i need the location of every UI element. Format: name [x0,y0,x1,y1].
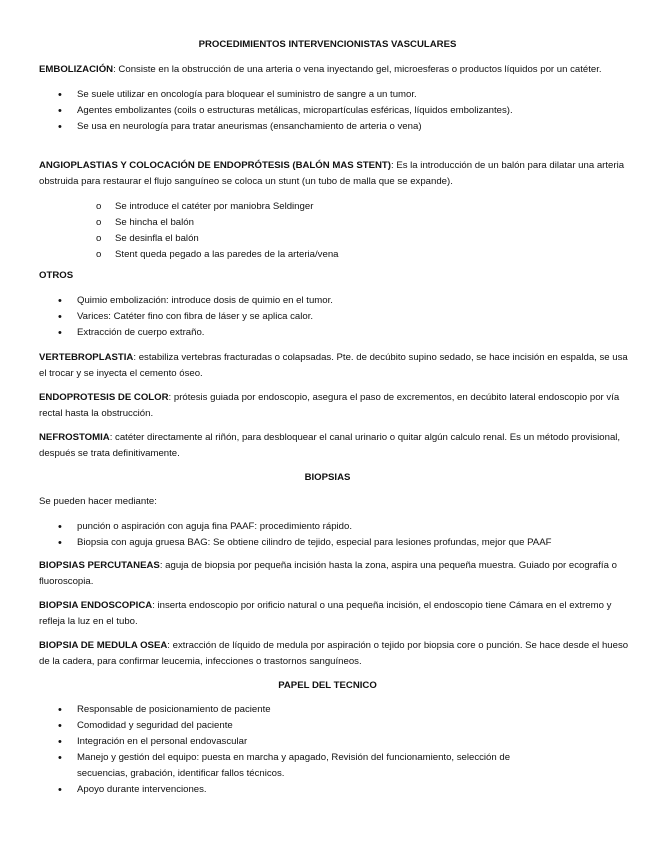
vertebroplastia-text: : estabiliza vertebras fracturadas o colapsadas. Pte. de decúbito supino sedado, se hace incisión en espalda, se usa el trocar y se inyecta el cemento óseo. [39,352,628,379]
percutaneas-text: : aguja de biopsia por pequeña incisión hasta la zona, aspira una pequeña muestra. Guiado por ecografía o fluoroscopia. [39,560,617,587]
list-item: • Extracción de cuerpo extraño. [0,325,655,341]
list-item: • Comodidad y seguridad del paciente [0,718,615,734]
document-title: PROCEDIMIENTOS INTERVENCIONISTAS VASCULARES [198,39,457,50]
section-otros [0,268,655,341]
list-item: • Responsable de posicionamiento de paciente [0,702,615,718]
vertebroplastia-term: VERTEBROPLASTIA [39,352,134,363]
section-endoprotesis [0,390,655,422]
list-item: • Quimio embolización: introduce dosis de quimio en el tumor. [0,293,655,309]
nefrostomia-term: NEFROSTOMIA [39,432,110,443]
angioplastia-steps [0,199,655,263]
embolizacion-term: EMBOLIZACIÓN [39,64,114,75]
section-embolizacion [0,62,655,135]
list-item: • Biopsia con aguja gruesa BAG: Se obtiene cilindro de tejido, especial para lesiones profundas, mejor que PAAF [0,535,655,551]
angioplastia-term: ANGIOPLASTIAS Y COLOCACIÓN DE ENDOPRÓTESIS (BALÓN MAS STENT) [39,160,391,171]
list-item: o Stent queda pegado a las paredes de la arteria/vena [0,247,655,263]
section-vertebroplastia [0,350,655,382]
medula-term: BIOPSIA DE MEDULA OSEA [39,640,168,651]
percutaneas-term: BIOPSIAS PERCUTANEAS [39,560,160,571]
tecnico-heading: PAPEL DEL TECNICO [278,680,377,691]
list-item: • Se usa en neurología para tratar aneurismas (ensanchamiento de arteria o vena) [0,119,655,135]
embolizacion-text: : Consiste en la obstrucción de una arteria o vena inyectando gel, microesferas o productos líquidos por un catéter. [113,64,602,75]
biopsias-heading: BIOPSIAS [304,472,351,483]
biopsias-intro: Se pueden hacer mediante: [39,496,157,507]
list-item: • Apoyo durante intervenciones. [0,782,615,798]
section-biopsias [0,494,655,551]
section-tecnico [0,702,655,798]
otros-list [0,293,655,341]
list-item: o Se introduce el catéter por maniobra Seldinger [0,199,655,215]
biopsias-list [0,519,655,551]
list-item: • Varices: Catéter fino con fibra de láser y se aplica calor. [0,309,655,325]
angioplastia-paragraph [39,158,637,190]
embolizacion-paragraph [39,62,637,78]
list-item: • Integración en el personal endovascular [0,734,615,750]
section-endoscopica [0,598,655,630]
list-item: o Se hincha el balón [0,215,655,231]
list-item: • Manejo y gestión del equipo: puesta en marcha y apagado, Revisión del funcionamiento, selección de secuencias, grabación, identificar fallos técnicos. [0,750,615,782]
list-item: • punción o aspiración con aguja fina PAAF: procedimiento rápido. [0,519,655,535]
section-angioplastia [0,158,655,263]
embolizacion-list [0,87,655,135]
section-medula [0,638,655,670]
medula-text: : extracción de líquido de medula por aspiración o tejido por biopsia core o punción. Se hace desde el hueso de la cadera, para confirmar leucemia, infecciones o trastornos sanguíneos. [39,640,629,667]
endoprotesis-term: ENDOPROTESIS DE COLOR [39,392,169,403]
endoscopica-text: : inserta endoscopio por orificio natural o una pequeña incisión, el endoscopio tiene Cámara en el extremo y refleja la luz en el tubo. [39,600,612,627]
angioplastia-text: : Es la introducción de un balón para dilatar una arteria obstruida para restaurar el flujo sanguíneo se coloca un stunt (un tubo de malla que se expande). [39,160,625,187]
endoscopica-term: BIOPSIA ENDOSCOPICA [39,600,153,611]
otros-heading: OTROS [39,270,74,281]
tecnico-list [0,702,655,798]
list-item: • Agentes embolizantes (coils o estructuras metálicas, micropartículas esféricas, líquidos embolizantes). [0,103,655,119]
list-item: o Se desinfla el balón [0,231,655,247]
nefrostomia-text: : catéter directamente al riñón, para desbloquear el canal urinario o quitar algún calculo renal. Es un método provisional, después se trata definitivamente. [39,432,621,459]
list-item: • Se suele utilizar en oncología para bloquear el suministro de sangre a un tumor. [0,87,655,103]
section-nefrostomia [0,430,655,462]
endoprotesis-text: : prótesis guiada por endoscopio, asegura el paso de excrementos, en decúbito lateral endoscopio por vía rectal hasta la obstrucción. [39,392,620,419]
section-percutaneas [0,558,655,590]
